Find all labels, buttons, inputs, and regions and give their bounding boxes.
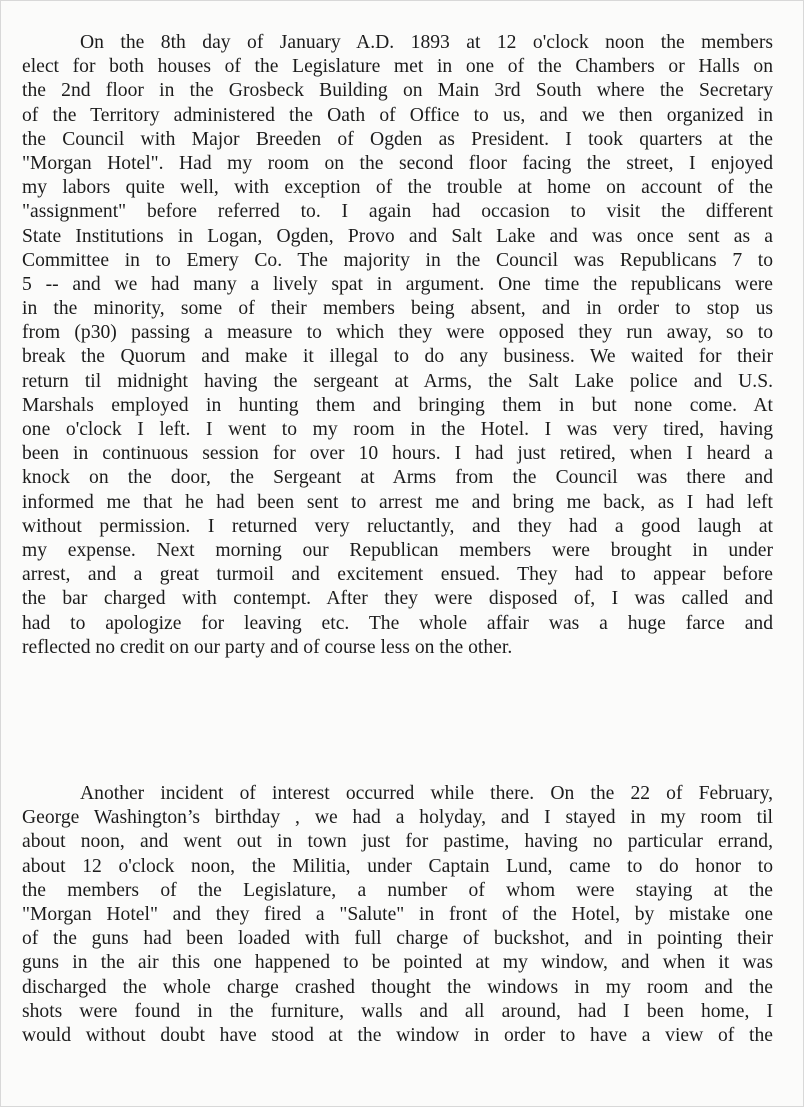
text-line: return til midnight having the sergeant at Arms, the Salt Lake police and U.S.	[22, 370, 773, 392]
text-line: "Morgan Hotel". Had my room on the second floor facing the street, I enjoyed	[22, 152, 773, 174]
text-line: had to apologize for leaving etc. The whole affair was a huge farce and	[22, 612, 773, 634]
text-line: from (p30) passing a measure to which they were opposed they run away, so to	[22, 322, 773, 344]
text-line: in the minority, some of their members being absent, and in order to stop us	[22, 298, 773, 320]
text-line: the Council with Major Breeden of Ogden as President. I took quarters at the	[22, 128, 773, 150]
text-line: my labors quite well, with exception of the trouble at home on account of the	[22, 177, 773, 199]
text-line: the members of the Legislature, a number of whom were staying at the	[22, 879, 773, 901]
text-line: "Morgan Hotel" and they fired a "Salute" in front of the Hotel, by mistake one	[22, 903, 773, 925]
text-line: arrest, and a great turmoil and excitement ensued. They had to appear before	[22, 564, 773, 586]
text-line: "assignment" before referred to. I again had occasion to visit the different	[22, 201, 773, 223]
text-line: discharged the whole charge crashed thought the windows in my room and the	[22, 976, 773, 998]
text-line: Committee in to Emery Co. The majority in the Council was Republicans 7 to	[22, 249, 773, 271]
text-line: Another incident of interest occurred while there. On the 22 of February,	[80, 783, 773, 804]
text-line: informed me that he had been sent to arrest me and bring me back, as I had left	[22, 491, 773, 513]
text-line: about 12 o'clock noon, the Militia, under Captain Lund, came to do honor to	[22, 855, 773, 877]
text-line: guns in the air this one happened to be pointed at my window, and when it was	[22, 952, 773, 974]
text-line: State Institutions in Logan, Ogden, Provo and Salt Lake and was once sent as a	[22, 225, 773, 247]
text-line: about noon, and went out in town just for pastime, having no particular errand,	[22, 831, 773, 853]
text-line: without permission. I returned very reluctantly, and they had a good laugh at	[22, 515, 773, 537]
paragraph-1	[22, 31, 773, 660]
text-line: been in continuous session for over 10 hours. I had just retired, when I heard a	[22, 443, 773, 465]
paragraph-2	[22, 782, 773, 1048]
text-line: George Washington’s birthday , we had a holyday, and I stayed in my room til	[22, 807, 773, 829]
text-line: break the Quorum and make it illegal to do any business. We waited for their	[22, 346, 773, 368]
text-line: elect for both houses of the Legislature met in one of the Chambers or Halls on	[22, 56, 773, 78]
text-line: On the 8th day of January A.D. 1893 at 12 o'clock noon the members	[80, 32, 773, 53]
text-line: shots were found in the furniture, walls and all around, had I been home, I	[22, 1000, 773, 1022]
text-line: one o'clock I left. I went to my room in the Hotel. I was very tired, having	[22, 419, 773, 440]
text-line: 5 -- and we had many a lively spat in argument. One time the republicans were	[22, 273, 773, 295]
text-line: of the guns had been loaded with full charge of buckshot, and in pointing their	[22, 928, 773, 950]
text-line: would without doubt have stood at the window in order to have a view of the	[22, 1024, 773, 1046]
text-line: knock on the door, the Sergeant at Arms from the Council was there and	[22, 467, 773, 489]
text-line: of the Territory administered the Oath of Office to us, and we then organized in	[22, 104, 773, 126]
text-line: the bar charged with contempt. After they were disposed of, I was called and	[22, 588, 773, 610]
text-line: Marshals employed in hunting them and bringing them in but none come. At	[22, 394, 773, 416]
text-line: reflected no credit on our party and of course less on the other.	[22, 636, 513, 658]
text-line: the 2nd floor in the Grosbeck Building on Main 3rd South where the Secretary	[22, 80, 773, 102]
text-line: my expense. Next morning our Republican members were brought in under	[22, 539, 773, 561]
